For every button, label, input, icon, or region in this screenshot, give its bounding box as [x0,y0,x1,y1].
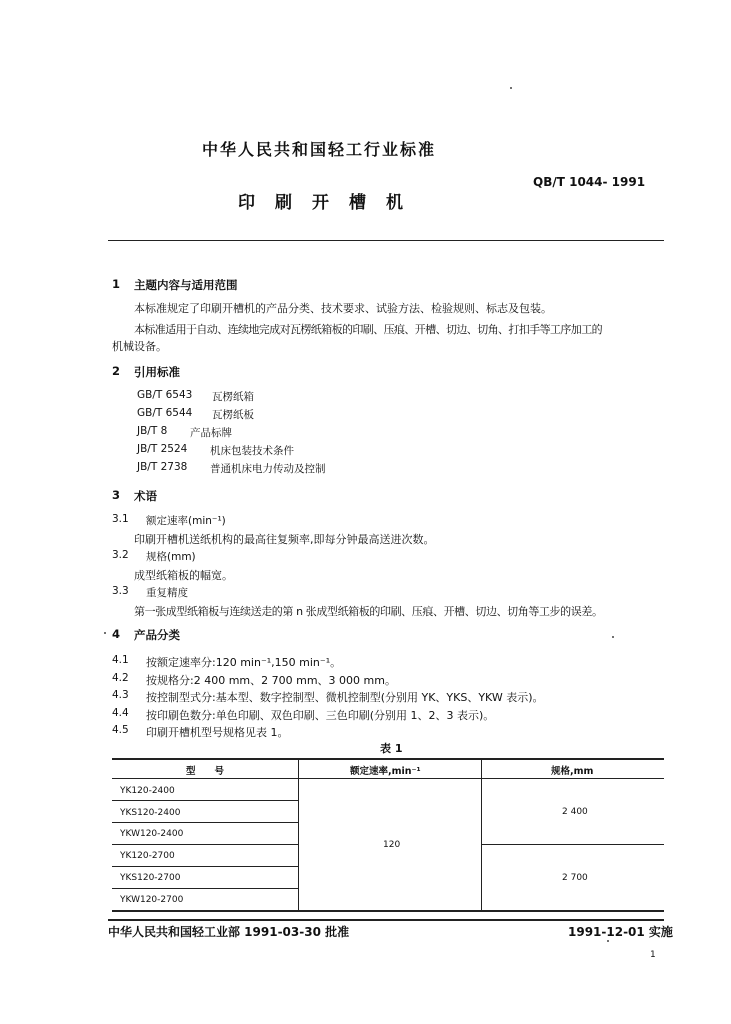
header-rule [108,240,664,241]
org-title: 中华人民共和国轻工行业标准 [202,140,437,159]
item-text: 按控制型式分:基本型、数字控制型、微机控制型(分别用 YK、YKS、YKW 表示)。 [146,691,544,704]
item-number: 4.5 [112,724,129,736]
ref-name: 瓦楞纸板 [212,409,254,421]
table-cell-spec: 2 400 [562,807,588,817]
item-number: 4.1 [112,654,129,666]
approval-date: 中华人民共和国轻工业部 1991-03-30 批准 [108,925,350,939]
table-cell-model: YKS120-2700 [120,873,181,883]
effective-date: 1991-12-01 实施 [568,925,673,939]
section-3-title: 术语 [134,489,157,503]
item-number: 4.4 [112,707,129,719]
ref-code: JB/T 2524 [137,443,188,455]
page-number: 1 [650,950,656,960]
item-number: 4.3 [112,689,129,701]
ref-name: 机床包装技术条件 [210,445,294,457]
ref-name: 产品标牌 [190,427,232,439]
ref-code: GB/T 6543 [137,389,193,401]
term-number: 3.3 [112,585,129,597]
item-text: 按规格分:2 400 mm、2 700 mm、3 000 mm。 [146,674,396,687]
section-1-number: 1 [112,277,121,291]
ref-code: GB/T 6544 [137,407,193,419]
table-row-rule [112,866,298,867]
standard-code: QB/T 1044- 1991 [533,175,646,189]
term-number: 3.2 [112,549,129,561]
section-1-paragraph-2: 本标准适用于自动、连续地完成对瓦楞纸箱板的印刷、压痕、开槽、切边、切角、打扣手等工序加工的 [134,323,602,336]
table-column-divider [298,758,299,910]
term-definition: 成型纸箱板的幅宽。 [134,569,233,582]
table-cell-spec: 2 700 [562,873,588,883]
table-caption: 表 1 [380,742,403,755]
table-header-rule [112,778,664,779]
table-column-divider [481,758,482,910]
section-3-number: 3 [112,488,121,502]
table-row-rule [482,844,664,845]
table-row-rule [112,844,298,845]
ref-name: 瓦楞纸箱 [212,391,254,403]
term-title: 重复精度 [146,587,188,599]
table-row-rule [112,888,298,889]
section-4-number: 4 [112,627,121,641]
item-text: 按印刷色数分:单色印刷、双色印刷、三色印刷(分别用 1、2、3 表示)。 [146,709,495,722]
section-2-number: 2 [112,364,121,378]
document-title: 印刷开槽机 [238,193,423,213]
table-row-rule [112,822,298,823]
table-header-model: 型 号 [186,766,225,777]
scan-speck [612,636,614,638]
scan-speck [510,87,512,89]
ref-name: 普通机床电力传动及控制 [210,463,326,475]
scan-speck [104,632,106,634]
table-cell-model: YKW120-2400 [120,829,184,839]
table-cell-model: YK120-2700 [120,851,175,861]
section-2-title: 引用标准 [134,365,180,379]
table-header-spec: 规格,mm [551,766,594,777]
term-definition: 第一张成型纸箱板与连续送走的第 n 张成型纸箱板的印刷、压痕、开槽、切边、切角等工步的误差。 [134,605,603,618]
term-title: 额定速率(min⁻¹) [146,515,226,527]
item-text: 印刷开槽机型号规格见表 1。 [146,726,289,739]
table-cell-speed: 120 [383,840,401,850]
section-1-paragraph-1: 本标准规定了印刷开槽机的产品分类、技术要求、试验方法、检验规则、标志及包装。 [134,302,552,315]
table-cell-model: YKS120-2400 [120,808,181,818]
table-cell-model: YK120-2400 [120,786,175,796]
table-row-rule [112,800,298,801]
item-text: 按额定速率分:120 min⁻¹,150 min⁻¹。 [146,656,342,669]
item-number: 4.2 [112,672,129,684]
section-4-title: 产品分类 [134,628,180,642]
term-number: 3.1 [112,513,129,525]
table-cell-model: YKW120-2700 [120,895,184,905]
term-definition: 印刷开槽机送纸机构的最高往复频率,即每分钟最高送进次数。 [134,533,435,546]
table-top-rule [112,758,664,760]
ref-code: JB/T 2738 [137,461,188,473]
section-1-paragraph-2-cont: 机械设备。 [112,340,167,353]
scan-speck [607,940,609,942]
footer-rule [108,919,664,921]
ref-code: JB/T 8 [137,425,168,437]
table-header-speed: 额定速率,min⁻¹ [350,766,421,777]
section-1-title: 主题内容与适用范围 [134,278,238,292]
table-bottom-rule [112,910,664,912]
term-title: 规格(mm) [146,551,196,563]
